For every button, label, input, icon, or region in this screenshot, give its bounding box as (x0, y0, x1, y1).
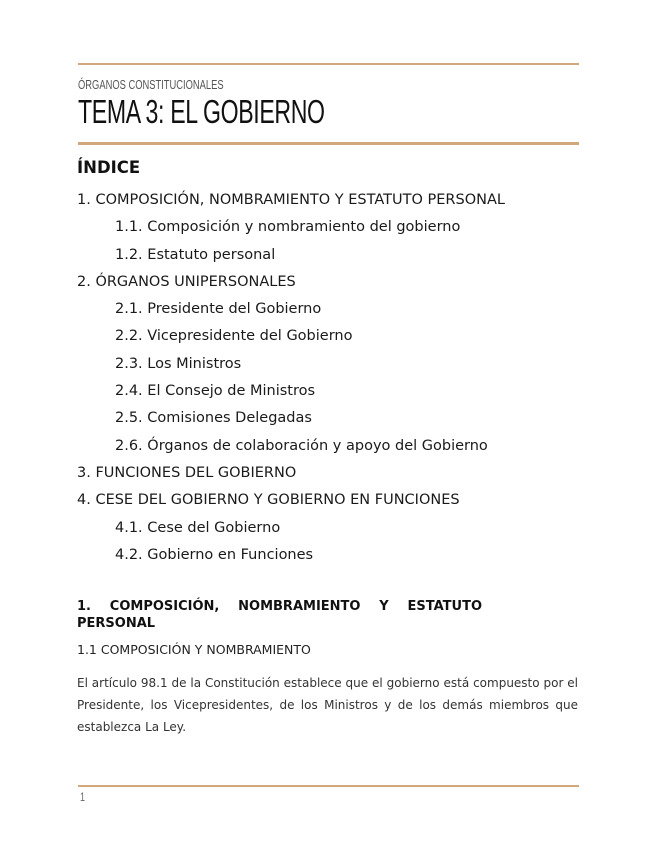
toc-item: 2.5. Comisiones Delegadas (115, 410, 312, 427)
page-title: TEMA 3: EL GOBIERNO (78, 93, 325, 130)
toc-item: 2.1. Presidente del Gobierno (115, 301, 322, 318)
header-bottom-rule (78, 142, 579, 145)
toc-item: 1. COMPOSICIÓN, NOMBRAMIENTO Y ESTATUTO PERSONAL (77, 192, 505, 208)
toc-item: 3. FUNCIONES DEL GOBIERNO (77, 464, 297, 481)
toc-item: 2.6. Órganos de colaboración y apoyo del Gobierno (115, 437, 488, 454)
subsection-title: 1.1 COMPOSICIÓN Y NOMBRAMIENTO (77, 642, 311, 657)
footer-rule (78, 785, 579, 787)
toc-heading: ÍNDICE (77, 158, 141, 177)
header-kicker: ÓRGANOS CONSTITUCIONALES (78, 77, 224, 92)
toc-item: 2. ÓRGANOS UNIPERSONALES (77, 273, 296, 290)
section-title-continuation: PERSONAL (77, 616, 156, 631)
toc-item: 1.2. Estatuto personal (115, 246, 276, 263)
toc-item: 2.3. Los Ministros (115, 355, 242, 372)
toc-item: 2.4. El Consejo de Ministros (115, 383, 316, 400)
header-top-rule (78, 63, 579, 65)
toc-item: 1.1. Composición y nombramiento del gobierno (115, 219, 461, 236)
page-number: 1 (80, 790, 86, 804)
toc-item: 4.2. Gobierno en Funciones (115, 546, 314, 563)
toc-item: 4. CESE DEL GOBIERNO Y GOBIERNO EN FUNCIONES (77, 492, 460, 509)
table-of-contents (77, 187, 505, 569)
body-paragraph: El artículo 98.1 de la Constitución establece que el gobierno está compuesto por el Presidente, los Vicepresidentes, de los Ministros y de los demás miembros que establezca La Ley. (77, 676, 578, 734)
toc-item: 4.1. Cese del Gobierno (115, 519, 281, 536)
section-title: 1. COMPOSICIÓN, NOMBRAMIENTO Y ESTATUTO (77, 599, 482, 614)
toc-item: 2.2. Vicepresidente del Gobierno (115, 328, 353, 345)
